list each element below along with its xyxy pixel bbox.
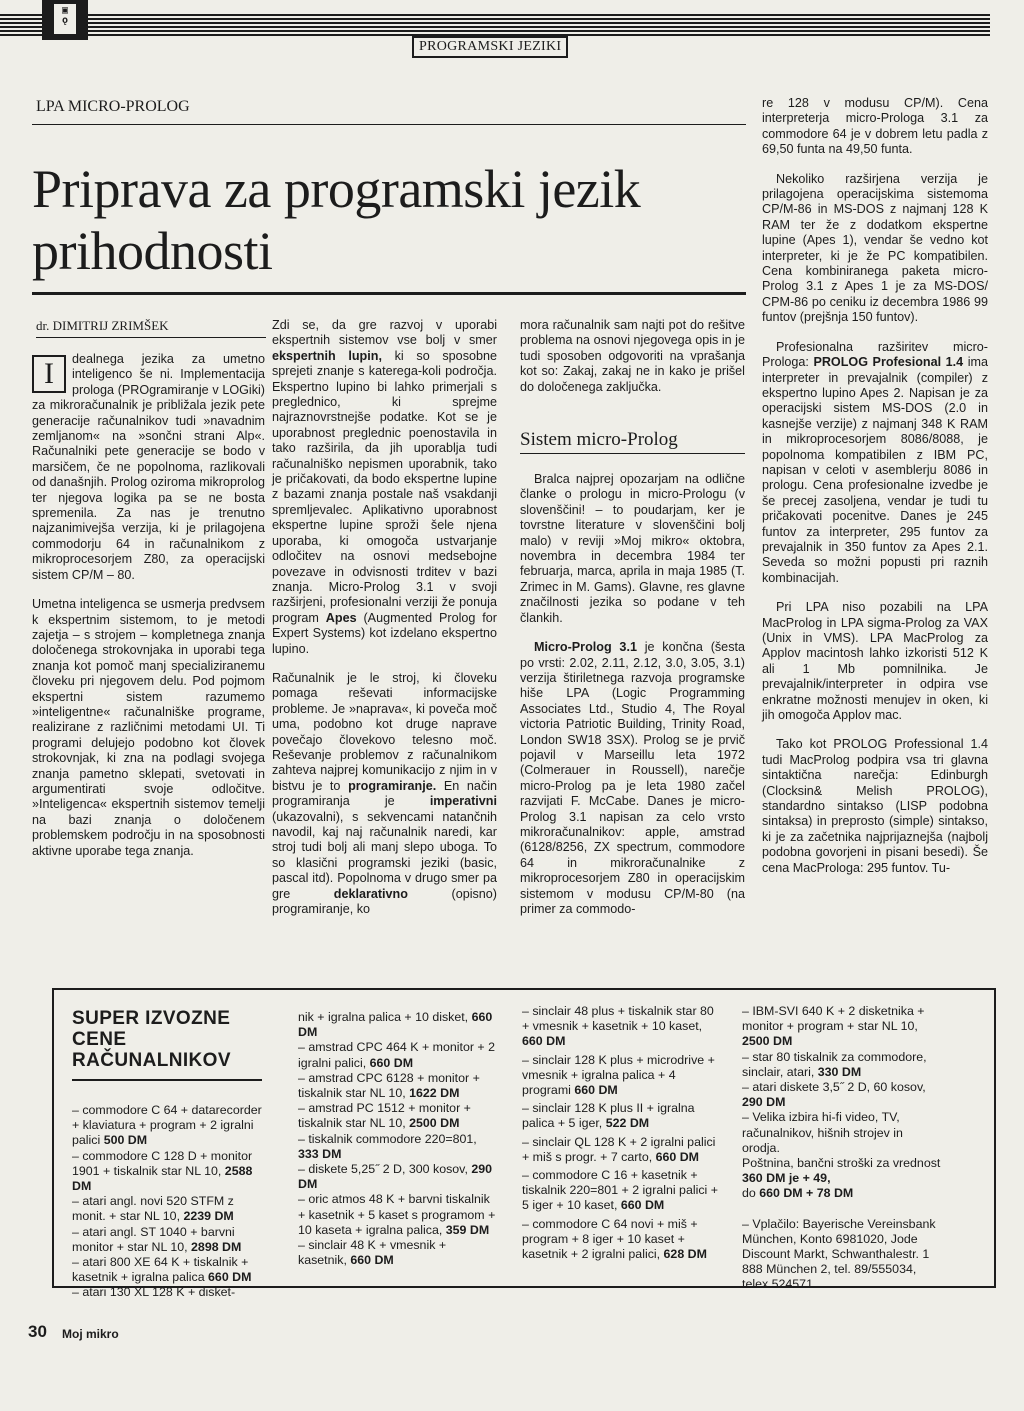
ad-price: 660 DM bbox=[655, 1149, 699, 1164]
ad-item: Poštnina, bančni stroški za vrednost 360 DM je + 49, bbox=[742, 1156, 941, 1186]
col3-paragraph-2: Bralca najprej opozarjam na odlične članke o prologu in micro-Prologu (v slovenščini! – to poudarjam, ker je tovrstne literature v slovenščini bolj malo) v reviji »Moj mikro« oktobra, novembra in decembra 1984 ter februarja, marca, aprila in maja 1985 (T. Zrimec in M. Gams). Glavne, res glavne značilnosti jezika so podane v teh člankih. bbox=[520, 472, 745, 625]
column-3: mora računalnik sam najti pot do rešitve problema na osnovi njegovega opis in je tudi sposoben odgovoriti na vprašanja kot so: Zakaj, zakaj ne in kako je prišel do določenega zaključka. Sistem micro-Prolog Bralca najprej opozarjam na odlične članke o prologu in micro-Prologu (v slovenščini! – to poudarjam, ker je tovrstne literature v slovenščini bolj malo) v reviji »Moj mikro« oktobra, novembra in decembra 1984 ter februarja, marca, aprila in maja 1985 (T. Zrimec in M. Gams). Glavne, res glavne značilnosti jezika so podane v teh člankih. Micro-Prolog 3.1 je končna (šesta po vrsti: 2.02, 2.11, 2.12, 3.0, 3.05, 3.1) verzija štiriletnega razvoja programske hiše LPA (Logic Programming Associates Ltd., Studio 4, The Royal victoria Patriotic Building, Trinity Road, London SW18 3SX). Prolog se je prvič pojavil v Marseillu leta 1972 (Colmerauer in Roussell), narečje micro-Prolog pa je leta 1980 začel razvijati F. McCabe. Danes je micro-Prolog 3.1 napisan za celo vrsto mikroračunalnikov: apple, amstrad (6128/8256, ZX spectrum, commodore 64 in mikroračunalnike z mikroprocesorjem Z80 in operacijskim sistemom v modusu CP/M-80 (na primer za commodo- bbox=[520, 318, 745, 916]
ad-title-rule bbox=[72, 1079, 262, 1081]
ad-price: 2898 DM bbox=[191, 1239, 242, 1254]
ad-item: – sinclair 48 plus + tiskalnik star 80 + vmesnik + kasetnik + 10 kaset, 660 DM bbox=[522, 1004, 714, 1049]
ad-item: – atari diskete 3,5˝ 2 D, 60 kosov, 290 DM bbox=[742, 1080, 926, 1110]
ad-item: – amstrad CPC 464 K + monitor + 2 igralni palici, 660 DM bbox=[298, 1040, 495, 1070]
headline-rule bbox=[32, 292, 746, 295]
ad-price: 2500 DM bbox=[742, 1034, 793, 1049]
ad-price: 333 DM bbox=[298, 1146, 342, 1161]
ad-title: SUPER IZVOZNE CENE RAČUNALNIKOV bbox=[72, 1008, 231, 1071]
ad-price: 660 DM bbox=[369, 1055, 414, 1070]
dropcap: I bbox=[32, 355, 66, 393]
floppy-disk-icon: ▣ ǫ bbox=[42, 0, 88, 40]
ad-item: – tiskalnik commodore 220=801, 333 DM bbox=[298, 1131, 477, 1161]
ad-item: – IBM-SVI 640 K + 2 disketnika + monitor + program + star NL 10, 2500 DM bbox=[742, 1004, 925, 1049]
header-stripes bbox=[0, 14, 990, 36]
ad-item: do 660 DM + 78 DM bbox=[742, 1186, 854, 1201]
ad-price: 2500 DM bbox=[409, 1116, 460, 1131]
ad-price: 330 DM bbox=[817, 1064, 862, 1079]
ad-item: – sinclair 128 K plus + microdrive + vmesnik + igralna palica + 4 programi 660 DM bbox=[522, 1052, 715, 1098]
headline: Priprava za programski jezik prihodnosti bbox=[32, 159, 641, 281]
ad-column-4 bbox=[742, 1004, 942, 1293]
ad-item: – commodore C 64 + datarecorder + klaviatura + program + 2 igralni palici 500 DM bbox=[72, 1103, 262, 1148]
term-ekspertne-lupine: ekspertnih lupin, bbox=[272, 348, 382, 363]
ad-price: 500 DM bbox=[103, 1133, 148, 1148]
ad-price: 660 DM bbox=[574, 1083, 618, 1098]
ad-item: – commodore C 128 D + monitor 1901 + tiskalnik star NL 10, 2588 DM bbox=[72, 1148, 253, 1194]
term-apes: Apes bbox=[325, 610, 357, 625]
ad-item: – atari angl. novi 520 STFM z monit. + star NL 10, 2239 DM bbox=[72, 1194, 234, 1224]
col4-paragraph-4: Pri LPA niso pozabili na LPA MacProlog in LPA sigma-Prolog za VAX (Unix in VMS). LPA MacProlog za Applov macintosh lahko izkoristi 512 K ali 1 Mb pomnilnika. Je prevajalnik/interpreter in odpira vse enkratne možnosti menujev in oken, ki jih omogoča Applov mac. bbox=[762, 600, 988, 723]
kicker: LPA MICRO-PROLOG bbox=[36, 98, 190, 115]
byline-rule bbox=[36, 337, 266, 338]
col1-paragraph-1: dealnega jezika za umetno inteligenco še ni. Implementacija prologa (PROgramiranje v LOGiki) za mikroračunalnik je približala jezik pete generacije računalnikov tudi »navadnim zemljanom« na »sončni strani Alp«. Računalniki pete generacije se bodo v marsičem, če ne popolnoma, razlikovali od današnjih. Prolog oziroma mikroprolog ter njegova logika pa se ne bosta spremenila. Za nas je trenutno najzanimivejša verzija, ki je prilagojena commodorju 64 in računalnikom z mikroprocesorjem Z80, za operacijski sistem CP/M – 80. bbox=[32, 352, 265, 582]
ad-item: – diskete 5,25˝ 2 D, 300 kosov, 290 DM bbox=[298, 1162, 493, 1192]
ad-price: 628 DM bbox=[663, 1247, 707, 1262]
ad-item: – commodore C 16 + kasetnik + tiskalnik 220=801 + 2 igralni palici + 5 iger + 10 kaset, 660 DM bbox=[522, 1168, 718, 1213]
ad-item: – Vplačilo: Bayerische Vereinsbank München, Konto 6981020, Jode Discount Markt, Schwanthalestr. 1 888 München 2, tel. 89/555034, telex 524571 bbox=[742, 1216, 936, 1292]
column-2: Zdi se, da gre razvoj v uporabi ekspertnih sistemov vse bolj v smer ekspertnih lupin, ki so sposobne sprejeti znanje s katerega-koli področja. Ekspertno lupino bi lahko primerjali s preglednico, ki sprejme najraznovrstnejše podatke. Kot se je uporabnost preglednic poenostavila in tako razširila, da jih uporablja tudi računalniško nepismen uporabnik, tako je pričakovati, da bodo ekspertne lupine z bazami znanja postale naš vsakdanji spremljevalec. Aplikativno uporabnost ekspertne lupine sproži šele njena uporaba, ki omogoča ustvarjanje odločitev na osnovi medsebojne povezave in odvisnosti trditev v bazi znanja. Micro-Prolog 3.1 v svoji razširjeni, profesionalni verziji že ponuja program Apes (Augmented Prolog for Expert Systems) kot izdelano ekspertno lupino. Računalnik je le stroj, ki človeku pomaga reševati informacijske probleme. Je »naprava«, ki poveča moč uma, podobno kot druge naprave povečajo človekovo telesno moč. Reševanje problemov z računalnikom zahteva najprej komunikacijo z njim in v bistvu je to programiranje. En način programiranja je imperativni (ukazovalni), s sekvencami natančnih navodil, kaj naj računalnik naredi, kar stroj tudi bolj ali manj slepo uboga. To so klasični programski jeziki (basic, pascal itd). Popolnoma v drugo smer pa gre deklarativno (opisno) programiranje, ko bbox=[272, 318, 498, 917]
ad-item: – atari 800 XE 64 K + tiskalnik + kasetnik + igralna palica 660 DM bbox=[72, 1255, 252, 1285]
ad-price: 660 DM bbox=[298, 1010, 493, 1040]
ad-price: 660 DM bbox=[208, 1270, 252, 1285]
ad-item: – atari angl. ST 1040 + barvni monitor + star NL 10, 2898 DM bbox=[72, 1224, 242, 1254]
subhead-rule bbox=[520, 453, 745, 454]
ad-item: – sinclair QL 128 K + 2 igralni palici + miš s progr. + 7 carto, 660 DM bbox=[522, 1134, 716, 1164]
kicker-rule bbox=[32, 124, 746, 125]
ad-price: 660 DM bbox=[620, 1198, 665, 1213]
ad-price: 660 DM bbox=[350, 1253, 394, 1268]
ad-item: – Velika izbira hi-fi video, TV, računalnikov, hišnih strojev in orodja. bbox=[742, 1110, 903, 1155]
ad-price: 660 DM bbox=[522, 1034, 566, 1049]
col4-paragraph-5: Tako kot PROLOG Professional 1.4 tudi MacProlog podpira vsa tri glavna sintaktična narečja: Edinburgh (Clocksin& Melish PROLOG), standardno sintakso (LISP podobna sintaksa) in preprosto (simple) sintakso, ki je za začetnika najprijaznejša (najbolj podobna govorjeni in pisani besedi). Še cena MacProloga: 295 funtov. Tu- bbox=[762, 737, 988, 875]
ad-column-1 bbox=[72, 1008, 268, 1301]
ad-list-4 bbox=[742, 1004, 942, 1293]
ad-price: 660 DM + 78 DM bbox=[759, 1186, 854, 1201]
ad-price: 1622 DM bbox=[409, 1086, 460, 1101]
ad-price: 290 DM bbox=[742, 1095, 786, 1110]
ad-item: – atari 130 XL 128 K + disket- bbox=[72, 1285, 236, 1300]
ad-item: – sinclair 128 K plus II + igralna palica + 5 iger, 522 DM bbox=[522, 1101, 695, 1131]
ad-column-2 bbox=[298, 1010, 496, 1268]
ad-column-3 bbox=[522, 1004, 722, 1262]
column-1 bbox=[32, 352, 265, 859]
byline: dr. DIMITRIJ ZRIMŠEK bbox=[36, 318, 169, 333]
ad-item: – sinclair 48 K + vmesnik + kasetnik, 660 DM bbox=[298, 1238, 447, 1268]
col1-paragraph-2: Umetna inteligenca se usmerja predvsem k ekspertnim sistemom, to je metodi zajetja – s strojem – kompletnega znanja določenega strokovnjaka in uporabi tega znanja kot pomoč manj specializiranemu človeku pri njegovem delu. Pod pojmom ekspertni sistem razumemo »inteligentne« računalniške programe, realizirane z različnimi metodami UI. Ti programi delujejo podobno kot človek strokovnjak, ki zna na podlagi svojega znanja pametno sklepati, svetovati in argumentirati svoje odločitve. »Inteligenca« ekspertnih sistemov temelji na bazi znanja o določenem problemskem področju in na sposobnosti aktivne uporabe tega znanja. bbox=[32, 597, 265, 858]
page-number: 30 bbox=[28, 1322, 47, 1341]
advertisement-box bbox=[52, 988, 996, 1300]
subhead-sistem-micro-prolog: Sistem micro-Prolog bbox=[520, 429, 678, 451]
ad-list-3 bbox=[522, 1004, 722, 1262]
ad-price: 359 DM bbox=[445, 1222, 490, 1237]
col4-paragraph-1: re 128 v modusu CP/M). Cena interpreterja micro-Prologa 3.1 za commodore 64 je v dobrem letu padla z 69,50 funta na 49,50 funta. bbox=[762, 96, 988, 157]
ad-item: – oric atmos 48 K + barvni tiskalnik + kasetnik + 5 kaset s programom + 10 kaseta + igralna palica, 359 DM bbox=[298, 1192, 496, 1237]
ad-price: 522 DM bbox=[605, 1116, 650, 1131]
ad-price: 2588 DM bbox=[72, 1163, 253, 1194]
ad-item: – commodore C 64 novi + miš + program + 8 iger + 10 kaset + kasetnik + 2 igralni palici, 628 DM bbox=[522, 1216, 707, 1262]
ad-item: nik + igralna palica + 10 disket, 660 DM bbox=[298, 1010, 493, 1040]
ad-list-1 bbox=[72, 1103, 268, 1301]
ad-price: 290 DM bbox=[298, 1162, 493, 1192]
section-tag: PROGRAMSKI JEZIKI bbox=[412, 36, 568, 58]
col3-paragraph-1: mora računalnik sam najti pot do rešitve problema na osnovi njegovega opis in je tudi sposoben odgovoriti na vprašanja kot so: Zakaj, zakaj ne in kako je prišel do določenega zaključka. bbox=[520, 318, 745, 394]
col4-paragraph-2: Nekoliko razširjena verzija je prilagojena operacijskima sistemoma CP/M-86 in MS-DOS z najmanj 128 K RAM ter že z dodatkom ekspertne lupine (Apes 1), vendar še vedno kot interpreter, ki je že PC kompatibilen. Cena kombiniranega paketa micro-Prolog 3.1 z Apes 1 je za MS-DOS/ CPM-86 po ceniku iz decembra 1986 99 funtov (prejšnja 150 funtov). bbox=[762, 171, 988, 325]
column-4: re 128 v modusu CP/M). Cena interpreterja micro-Prologa 3.1 za commodore 64 je v dobrem letu padla z 69,50 funta na 49,50 funta. Nekoliko razširjena verzija je prilagojena operacijskima sistemoma CP/M-86 in MS-DOS z najmanj 128 K RAM ter že z dodatkom ekspertne lupine (Apes 1), vendar še vedno kot interpreter, ki je že PC kompatibilen. Cena kombiniranega paketa micro-Prolog 3.1 z Apes 1 je za MS-DOS/ CPM-86 po ceniku iz decembra 1986 99 funtov (prejšnja 150 funtov). Profesionalna razširitev micro-Prologa: PROLOG Profesional 1.4 ima interpreter in prevajalnik (compiler) z ekspertno lupino Apes 2. Napisan je za operacijski sistem MS-DOS (2.0 in kasnejše verzije) z najmanj 348 K RAM in mikroprocesorjem 8086/8088, je popolnoma kompatibilen z IBM PC, napisan v celoti v asemblerju 8086 in prologu. Cena profesionalne izvedbe je še precej zasoljena, vendar je tudi tu pričakovati pocenitve. Danes je 245 funtov za interpreter, 295 funtov za prevajalnik in 350 funtov za Apes 2.1. Seveda so možni popusti pri raznih kombinacijah. Pri LPA niso pozabili na LPA MacProlog in LPA sigma-Prolog za VAX (Unix in VMS). LPA MacProlog za Applov macintosh lahko izkoristi 512 K ali 1 Mb pomnilnika. Je prevajalnik/interpreter in odpira vse enkratne možnosti menujev in oken, ki jih omogoča Applov mac. Tako kot PROLOG Professional 1.4 tudi MacProlog podpira vsa tri glavna sintaktična narečja: Edinburgh (Clocksin& Melish PROLOG), standardno sintakso (LISP podobna sintaksa) in preprosto (simple) sintakso, ki je za začetnika najprijaznejša (najbolj podobna govorjeni in pisani besedi). Še cena MacProloga: 295 funtov. Tu- bbox=[762, 96, 988, 875]
ad-item: – amstrad CPC 6128 + monitor + tiskalnik star NL 10, 1622 DM bbox=[298, 1070, 480, 1101]
ad-list-2 bbox=[298, 1010, 496, 1268]
ad-price: 360 DM je + 49, bbox=[742, 1171, 831, 1186]
ad-item: – star 80 tiskalnik za commodore, sinclair, atari, 330 DM bbox=[742, 1049, 927, 1079]
magazine-name: Moj mikro bbox=[62, 1327, 119, 1341]
ad-price: 2239 DM bbox=[183, 1209, 234, 1224]
ad-item: – amstrad PC 1512 + monitor + tiskalnik star NL 10, 2500 DM bbox=[298, 1101, 471, 1131]
